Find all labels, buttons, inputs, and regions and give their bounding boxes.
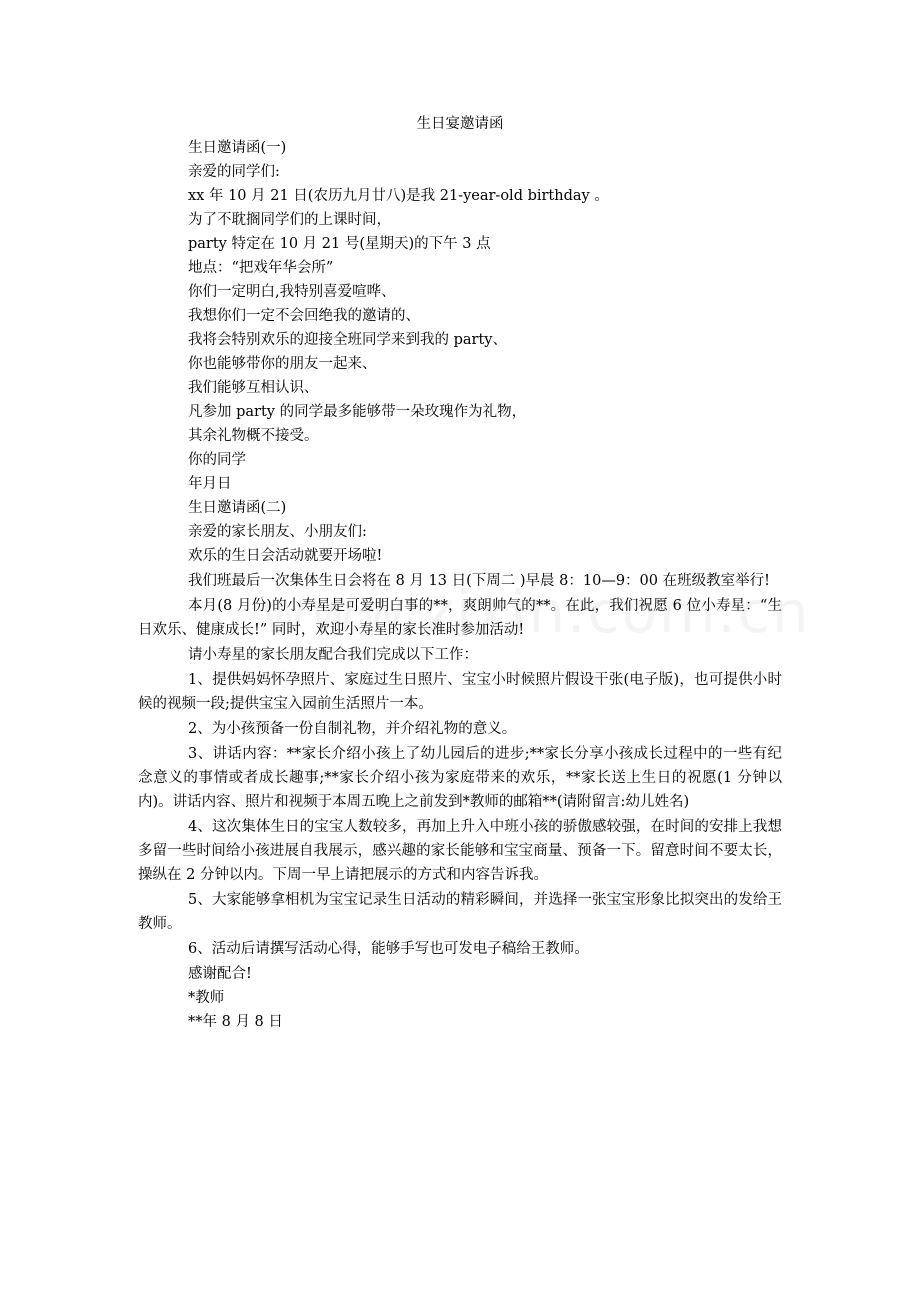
section2-line: 欢乐的生日会活动就要开场啦! bbox=[188, 548, 383, 564]
section1-line: 为了不耽搁同学们的上课时间， bbox=[188, 212, 391, 228]
section1-line: 其余礼物概不接受。 bbox=[188, 428, 319, 444]
section2-paragraph: 6、活动后请撰写活动心得，能够手写也可发电子稿给王教师。 bbox=[188, 941, 589, 957]
section2-paragraph: 3、讲话内容：**家长介绍小孩上了幼儿园后的进步;**家长分享小孩成长过程中的一些有纪念意义的事情或者成长趣事;**家长介绍小孩为家庭带来的欢乐，**家长送上生日的祝愿(1 分钟以内)。讲话内容、照片和视频于本周五晚上之前发到*教师的邮箱**(请附留言:幼儿姓名) bbox=[138, 746, 782, 810]
section1-line: 你们一定明白,我特别喜爱喧哗、 bbox=[188, 284, 396, 300]
section1-line: party 特定在 10 月 21 号(星期天)的下午 3 点 bbox=[188, 236, 491, 252]
section1-line: 我将会特别欢乐的迎接全班同学来到我的 party、 bbox=[188, 332, 507, 348]
section1-line: 你的同学 bbox=[188, 452, 246, 468]
closing-line: 感谢配合! bbox=[188, 966, 252, 982]
section2-paragraph: 我们班最后一次集体生日会将在 8 月 13 日(下周二 )早晨 8：10—9：00 在班级教室举行! bbox=[188, 573, 770, 589]
section2-paragraph: 2、为小孩预备一份自制礼物，并介绍礼物的意义。 bbox=[188, 721, 517, 737]
section1-line: 年月日 bbox=[188, 476, 232, 492]
section2-paragraph: 本月(8 月份)的小寿星是可爱明白事的**，爽朗帅气的**。在此，我们祝愿 6 位小寿星：“生日欢乐、健康成长!” 同时，欢迎小寿星的家长准时参加活动! bbox=[138, 598, 782, 638]
signature-line: *教师 bbox=[188, 990, 225, 1006]
section1-line: 你也能够带你的朋友一起来、 bbox=[188, 356, 377, 372]
date-line: **年 8 月 8 日 bbox=[188, 1014, 283, 1030]
section1-line: 亲爱的同学们: bbox=[188, 164, 280, 180]
section1-line: xx 年 10 月 21 日(农历九月廿八)是我 21-year-old birthday 。 bbox=[188, 188, 609, 204]
document-title: 生日宴邀请函 bbox=[416, 116, 504, 132]
section2-paragraph: 4、这次集体生日的宝宝人数较多，再加上升入中班小孩的骄傲感较强，在时间的安排上我想多留一些时间给小孩进展自我展示，感兴趣的家长能够和宝宝商量、预备一下。留意时间不要太长，操纵在 2 分钟以内。下周一早上请把展示的方式和内容告诉我。 bbox=[138, 819, 782, 883]
document-body bbox=[138, 136, 782, 1034]
section2-line: 亲爱的家长朋友、小朋友们: bbox=[188, 524, 367, 540]
section1-heading: 生日邀请函(一) bbox=[188, 140, 287, 156]
section1-line: 地点：“把戏年华会所” bbox=[188, 260, 334, 276]
section2-paragraph: 请小寿星的家长朋友配合我们完成以下工作： bbox=[188, 647, 478, 663]
section1-line: 我们能够互相认识、 bbox=[188, 380, 319, 396]
section1-line: 凡参加 party 的同学最多能够带一朵玫瑰作为礼物， bbox=[188, 404, 527, 420]
section2-paragraph: 1、提供妈妈怀孕照片、家庭过生日照片、宝宝小时候照片假设干张(电子版)，也可提供小时候的视频一段;提供宝宝入园前生活照片一本。 bbox=[138, 672, 782, 712]
section1-line: 我想你们一定不会回绝我的邀请的、 bbox=[188, 308, 420, 324]
section2-paragraph: 5、大家能够拿相机为宝宝记录生日活动的精彩瞬间，并选择一张宝宝形象比拟突出的发给王教师。 bbox=[138, 892, 782, 932]
section2-heading: 生日邀请函(二) bbox=[188, 500, 287, 516]
